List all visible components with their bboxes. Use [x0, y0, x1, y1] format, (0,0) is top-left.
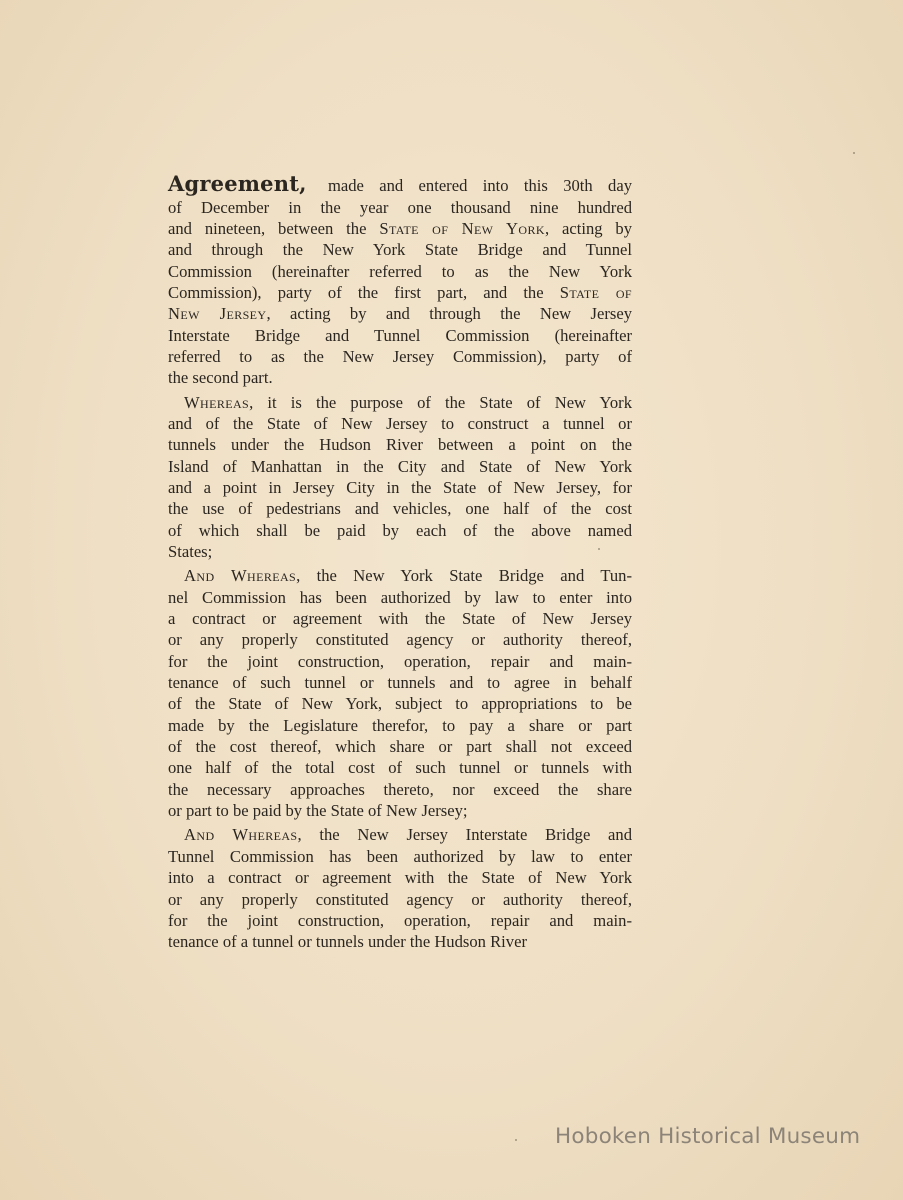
- text-line: [168, 498, 632, 519]
- text-line: [168, 477, 632, 498]
- text-line: [168, 520, 632, 541]
- text-run: made and entered into this 30th day: [312, 176, 632, 195]
- text-run: made by the Legislature therefor, to pay a share or part: [168, 715, 632, 735]
- text-line: [168, 282, 632, 303]
- text-run: and a point in Jersey City in the State of New Jersey, for: [168, 477, 632, 497]
- text-line: [168, 715, 632, 736]
- text-run: into a contract or agreement with the State of New York: [168, 868, 632, 888]
- museum-watermark: Hoboken Historical Museum: [555, 1124, 861, 1149]
- small-caps-text: And Whereas: [184, 825, 298, 845]
- text-line: [168, 629, 632, 650]
- text-run: and nineteen, between the: [168, 218, 380, 238]
- text-run: the second part.: [168, 368, 273, 388]
- text-run: Tunnel Commission has been authorized by law to enter: [168, 846, 632, 866]
- text-run: for the joint construction, operation, repair and main-: [168, 651, 632, 671]
- text-run: or any properly constituted agency or authority thereof,: [168, 630, 632, 650]
- paper-speck: [853, 152, 855, 154]
- text-run: , it is the purpose of the State of New York: [249, 392, 632, 412]
- text-line: [168, 587, 632, 608]
- text-run: Island of Manhattan in the City and State of New York: [168, 456, 632, 476]
- text-run: , acting by and through the New Jersey: [266, 304, 633, 324]
- text-line: [168, 800, 632, 821]
- text-run: referred to as the New Jersey Commission), party of: [168, 346, 632, 366]
- paragraph: [168, 565, 632, 821]
- text-run: and of the State of New Jersey to construct a tunnel or: [168, 413, 632, 433]
- text-run: tenance of such tunnel or tunnels and to agree in behalf: [168, 673, 632, 693]
- text-run: tenance of a tunnel or tunnels under the Hudson River: [168, 932, 527, 952]
- text-run: the use of pedestrians and vehicles, one half of the cost: [168, 499, 632, 519]
- text-run: for the joint construction, operation, repair and main-: [168, 910, 632, 930]
- text-line: [168, 456, 632, 477]
- text-line: [168, 651, 632, 672]
- text-run: the necessary approaches thereto, nor exceed the share: [168, 779, 632, 799]
- text-line: [168, 693, 632, 714]
- paper-speck: [598, 548, 600, 550]
- text-run: States;: [168, 542, 213, 561]
- text-line: [168, 736, 632, 757]
- small-caps-text: State of: [559, 282, 632, 302]
- text-run: Commission (hereinafter referred to as the New York: [168, 261, 632, 281]
- text-run: a contract or agreement with the State of New Jersey: [168, 609, 632, 629]
- text-line: [168, 413, 632, 434]
- text-run: Commission), party of the first part, and the: [168, 282, 560, 302]
- text-run: of which shall be paid by each of the above named: [168, 520, 632, 540]
- text-line: [168, 172, 632, 197]
- text-line: [168, 541, 632, 562]
- text-line: [168, 608, 632, 629]
- text-line: [168, 239, 632, 260]
- small-caps-text: And Whereas: [184, 566, 297, 586]
- text-line: [168, 218, 632, 239]
- text-run: of the State of New York, subject to appropriations to be: [168, 694, 632, 714]
- text-line: [168, 779, 632, 800]
- text-line: [168, 303, 632, 324]
- text-line: [168, 889, 632, 910]
- text-run: , acting by: [544, 218, 632, 238]
- text-line: [168, 392, 632, 413]
- agreement-text: [168, 172, 632, 956]
- text-run: Interstate Bridge and Tunnel Commission (hereinafter: [168, 325, 632, 345]
- small-caps-text: New Jersey: [168, 304, 267, 324]
- text-line: [168, 367, 632, 388]
- text-run: , the New Jersey Interstate Bridge and: [297, 825, 633, 845]
- text-line: [168, 867, 632, 888]
- text-line: [168, 434, 632, 455]
- text-run: of the cost thereof, which share or part shall not exceed: [168, 737, 632, 757]
- paper-speck: [515, 1139, 517, 1141]
- text-run: nel Commission has been authorized by law to enter into: [168, 587, 632, 607]
- text-line: [168, 910, 632, 931]
- text-line: [168, 197, 632, 218]
- text-run: of December in the year one thousand nine hundred: [168, 197, 632, 217]
- text-line: [168, 672, 632, 693]
- text-run: one half of the total cost of such tunnel or tunnels with: [168, 758, 632, 778]
- paragraph: [168, 172, 632, 389]
- text-run: tunnels under the Hudson River between a point on the: [168, 435, 632, 455]
- text-line: [168, 325, 632, 346]
- text-line: [168, 346, 632, 367]
- small-caps-text: State of New York: [379, 218, 545, 238]
- text-line: [168, 931, 632, 952]
- text-run: and through the New York State Bridge and Tunnel: [168, 240, 632, 260]
- text-run: or any properly constituted agency or authority thereof,: [168, 889, 632, 909]
- small-caps-text: Whereas: [184, 392, 250, 412]
- text-line: [168, 824, 632, 845]
- paragraph: [168, 824, 632, 952]
- text-line: [168, 261, 632, 282]
- text-line: [168, 846, 632, 867]
- text-line: [168, 757, 632, 778]
- text-run: , the New York State Bridge and Tun-: [296, 566, 632, 586]
- text-run: or part to be paid by the State of New Jersey;: [168, 801, 468, 821]
- text-line: [168, 565, 632, 586]
- paragraph: [168, 392, 632, 563]
- agreement-lead-word: Agreement,: [168, 171, 307, 196]
